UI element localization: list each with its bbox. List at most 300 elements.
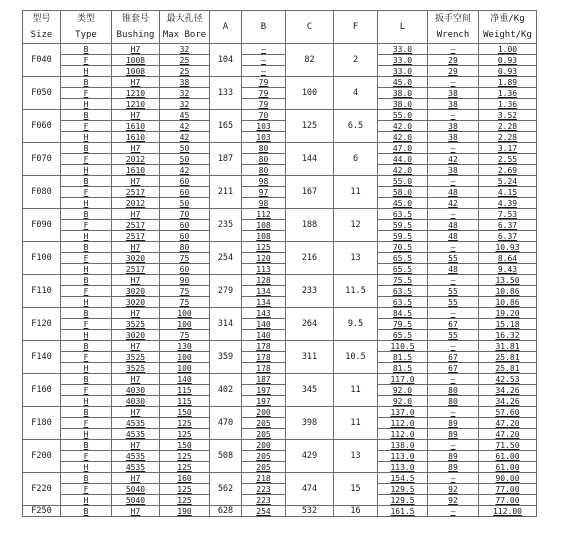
wrench-cell: – [428,440,479,451]
max-bore-cell: 32 [160,99,210,110]
bushing-cell: 4535 [112,429,160,440]
weight-cell: 2.69 [479,165,537,176]
bushing-cell: 4535 [112,462,160,473]
l-cell: 47.0 [378,143,428,154]
max-bore-cell: 75 [160,297,210,308]
a-cell: 402 [210,374,242,407]
a-cell: 235 [210,209,242,242]
max-bore-cell: 100 [160,319,210,330]
l-cell: 129.5 [378,495,428,506]
b-cell: 178 [242,363,286,374]
max-bore-cell: 75 [160,253,210,264]
type-cell: B [61,275,112,286]
l-cell: 45.0 [378,198,428,209]
max-bore-cell: 125 [160,484,210,495]
spec-table-body [23,44,537,517]
type-cell: F [61,385,112,396]
header-weight-cn: 净重/Kg [490,14,525,24]
l-cell: 63.5 [378,209,428,220]
type-cell: F [61,484,112,495]
weight-cell: 6.37 [479,220,537,231]
type-cell: B [61,506,112,517]
weight-cell: 71.50 [479,440,537,451]
wrench-cell: – [428,374,479,385]
table-row [23,187,537,198]
f-cell: 11 [334,374,378,407]
wrench-cell: 38 [428,88,479,99]
b-cell: 205 [242,418,286,429]
l-cell: 113.0 [378,462,428,473]
a-cell: 187 [210,143,242,176]
table-row [23,297,537,308]
bushing-cell: H7 [112,44,160,55]
l-cell: 55.0 [378,110,428,121]
max-bore-cell: 150 [160,407,210,418]
b-cell: 254 [242,506,286,517]
f-cell: 9.5 [334,308,378,341]
max-bore-cell: 45 [160,110,210,121]
max-bore-cell: 115 [160,385,210,396]
bushing-cell: 2517 [112,231,160,242]
header-type [61,11,112,44]
wrench-cell: 89 [428,418,479,429]
wrench-cell: – [428,341,479,352]
header-size-cn: 型号 [32,14,51,24]
weight-cell: 2.28 [479,132,537,143]
type-cell: H [61,231,112,242]
table-row [23,429,537,440]
a-cell: 628 [210,506,242,517]
max-bore-cell: 50 [160,143,210,154]
b-cell: 128 [242,275,286,286]
header-row [23,11,537,44]
weight-cell: 10.93 [479,242,537,253]
wrench-cell: 89 [428,462,479,473]
header-c: C [286,11,334,44]
size-cell: F090 [23,209,61,242]
weight-cell: 1.36 [479,99,537,110]
weight-cell: 4.15 [479,187,537,198]
header-size [23,11,61,44]
type-cell: F [61,55,112,66]
wrench-cell: 55 [428,330,479,341]
b-cell: 197 [242,385,286,396]
f-cell: 10.5 [334,341,378,374]
type-cell: F [61,121,112,132]
b-cell: 197 [242,396,286,407]
wrench-cell: 55 [428,297,479,308]
a-cell: 359 [210,341,242,374]
weight-cell: 16.32 [479,330,537,341]
a-cell: 314 [210,308,242,341]
wrench-cell: – [428,308,479,319]
size-cell: F080 [23,176,61,209]
max-bore-cell: 100 [160,352,210,363]
type-cell: B [61,77,112,88]
table-row [23,374,537,385]
bushing-cell: 1210 [112,88,160,99]
type-cell: B [61,308,112,319]
wrench-cell: 48 [428,264,479,275]
l-cell: 92.0 [378,396,428,407]
type-cell: H [61,165,112,176]
weight-cell: 34.26 [479,396,537,407]
type-cell: H [61,429,112,440]
bushing-cell: 4535 [112,451,160,462]
type-cell: H [61,396,112,407]
bushing-cell: H7 [112,77,160,88]
f-cell: 2 [334,44,378,77]
bushing-cell: 1610 [112,132,160,143]
l-cell: 58.0 [378,187,428,198]
wrench-cell: 92 [428,495,479,506]
type-cell: F [61,352,112,363]
max-bore-cell: 60 [160,176,210,187]
f-cell: 13 [334,242,378,275]
l-cell: 45.0 [378,77,428,88]
c-cell: 311 [286,341,334,374]
bushing-cell: 2517 [112,187,160,198]
table-row [23,264,537,275]
f-cell: 13 [334,440,378,473]
table-row [23,176,537,187]
max-bore-cell: 60 [160,231,210,242]
bushing-cell: 3020 [112,330,160,341]
table-row [23,363,537,374]
bushing-cell: H7 [112,242,160,253]
weight-cell: 10.86 [479,297,537,308]
l-cell: 92.0 [378,385,428,396]
max-bore-cell: 32 [160,88,210,99]
bushing-cell: 5040 [112,495,160,506]
a-cell: 562 [210,473,242,506]
max-bore-cell: 50 [160,154,210,165]
l-cell: 112.0 [378,429,428,440]
wrench-cell: 80 [428,385,479,396]
b-cell: 143 [242,308,286,319]
l-cell: 110.5 [378,341,428,352]
table-row [23,385,537,396]
b-cell: 113 [242,264,286,275]
table-row [23,44,537,55]
c-cell: 216 [286,242,334,275]
weight-cell: 57.60 [479,407,537,418]
l-cell: 63.5 [378,286,428,297]
header-max-bore-en: Max Bore [162,30,207,40]
weight-cell: 2.55 [479,154,537,165]
table-row [23,121,537,132]
wrench-cell: 67 [428,363,479,374]
table-row [23,407,537,418]
bushing-cell: 1610 [112,165,160,176]
wrench-cell: – [428,143,479,154]
type-cell: F [61,88,112,99]
max-bore-cell: 100 [160,308,210,319]
type-cell: H [61,99,112,110]
b-cell: 120 [242,253,286,264]
a-cell: 254 [210,242,242,275]
weight-cell: 25.81 [479,363,537,374]
wrench-cell: 38 [428,165,479,176]
weight-cell: 5.24 [479,176,537,187]
bushing-cell: H7 [112,506,160,517]
c-cell: 82 [286,44,334,77]
weight-cell: 0.93 [479,55,537,66]
bushing-cell: 2517 [112,264,160,275]
wrench-cell: 48 [428,220,479,231]
l-cell: 42.0 [378,165,428,176]
bushing-cell: 2012 [112,154,160,165]
wrench-cell: 80 [428,396,479,407]
c-cell: 233 [286,275,334,308]
max-bore-cell: 125 [160,495,210,506]
c-cell: 144 [286,143,334,176]
weight-cell: 25.81 [479,352,537,363]
b-cell: 97 [242,187,286,198]
bushing-cell: 4030 [112,385,160,396]
b-cell: 80 [242,165,286,176]
l-cell: 70.5 [378,242,428,253]
table-row [23,132,537,143]
type-cell: F [61,154,112,165]
bushing-cell: 2012 [112,198,160,209]
bushing-cell: 3525 [112,319,160,330]
b-cell: 178 [242,341,286,352]
l-cell: 42.0 [378,121,428,132]
wrench-cell: 38 [428,99,479,110]
header-wrench-cn: 扳手空间 [434,14,471,24]
bushing-cell: H7 [112,209,160,220]
size-cell: F060 [23,110,61,143]
l-cell: 33.0 [378,66,428,77]
wrench-cell: – [428,506,479,517]
max-bore-cell: 32 [160,44,210,55]
type-cell: H [61,66,112,77]
b-cell: 80 [242,143,286,154]
max-bore-cell: 100 [160,363,210,374]
max-bore-cell: 190 [160,506,210,517]
b-cell: 103 [242,132,286,143]
f-cell: 6 [334,143,378,176]
wrench-cell: – [428,275,479,286]
c-cell: 532 [286,506,334,517]
wrench-cell: 48 [428,231,479,242]
table-row [23,154,537,165]
size-cell: F220 [23,473,61,506]
bushing-cell: H7 [112,143,160,154]
weight-cell: 31.81 [479,341,537,352]
table-row [23,110,537,121]
b-cell: 200 [242,440,286,451]
max-bore-cell: 70 [160,209,210,220]
a-cell: 211 [210,176,242,209]
weight-cell: 47.20 [479,429,537,440]
l-cell: 84.5 [378,308,428,319]
weight-cell: 90.00 [479,473,537,484]
table-row [23,143,537,154]
bushing-cell: H7 [112,473,160,484]
b-cell: 108 [242,220,286,231]
type-cell: F [61,319,112,330]
bushing-cell: H7 [112,275,160,286]
max-bore-cell: 140 [160,374,210,385]
a-cell: 104 [210,44,242,77]
l-cell: 81.5 [378,363,428,374]
c-cell: 398 [286,407,334,440]
wrench-cell: – [428,77,479,88]
table-row [23,473,537,484]
header-size-en: Size [30,30,53,40]
b-cell: 98 [242,198,286,209]
l-cell: 113.0 [378,451,428,462]
type-cell: B [61,407,112,418]
header-wrench [428,11,479,44]
weight-cell: 19.20 [479,308,537,319]
size-cell: F140 [23,341,61,374]
type-cell: F [61,187,112,198]
weight-cell: 1.36 [479,88,537,99]
f-cell: 11 [334,176,378,209]
table-row [23,231,537,242]
c-cell: 345 [286,374,334,407]
type-cell: B [61,110,112,121]
type-cell: B [61,374,112,385]
weight-cell: 15.18 [479,319,537,330]
size-cell: F250 [23,506,61,517]
b-cell: 140 [242,330,286,341]
table-row [23,418,537,429]
wrench-cell: – [428,242,479,253]
a-cell: 133 [210,77,242,110]
table-row [23,495,537,506]
wrench-cell: – [428,473,479,484]
l-cell: 161.5 [378,506,428,517]
table-row [23,341,537,352]
weight-cell: 61.00 [479,451,537,462]
header-weight-en: Weight/Kg [483,30,532,40]
table-row [23,330,537,341]
l-cell: 138.0 [378,440,428,451]
size-cell: F120 [23,308,61,341]
header-max-bore-cn: 最大孔径 [166,14,203,24]
max-bore-cell: 60 [160,264,210,275]
c-cell: 125 [286,110,334,143]
weight-cell: 61.00 [479,462,537,473]
max-bore-cell: 42 [160,165,210,176]
table-row [23,209,537,220]
b-cell: 79 [242,99,286,110]
max-bore-cell: 25 [160,55,210,66]
size-cell: F110 [23,275,61,308]
bushing-cell: H7 [112,440,160,451]
a-cell: 508 [210,440,242,473]
f-cell: 4 [334,77,378,110]
weight-cell: 10.86 [479,286,537,297]
bushing-cell: 1610 [112,121,160,132]
wrench-cell: 55 [428,286,479,297]
wrench-cell: – [428,407,479,418]
table-row [23,99,537,110]
b-cell: 112 [242,209,286,220]
b-cell: 79 [242,88,286,99]
l-cell: 129.5 [378,484,428,495]
b-cell: 70 [242,110,286,121]
size-cell: F160 [23,374,61,407]
b-cell: 140 [242,319,286,330]
b-cell: 80 [242,154,286,165]
type-cell: F [61,253,112,264]
header-type-cn: 类型 [76,14,95,24]
header-wrench-en: Wrench [436,30,470,40]
l-cell: 65.5 [378,264,428,275]
b-cell: 218 [242,473,286,484]
type-cell: H [61,132,112,143]
size-cell: F040 [23,44,61,77]
type-cell: F [61,220,112,231]
weight-cell: 9.43 [479,264,537,275]
weight-cell: 77.00 [479,484,537,495]
type-cell: H [61,363,112,374]
max-bore-cell: 60 [160,220,210,231]
f-cell: 11.5 [334,275,378,308]
l-cell: 33.0 [378,44,428,55]
f-cell: 6.5 [334,110,378,143]
wrench-cell: 67 [428,352,479,363]
a-cell: 470 [210,407,242,440]
b-cell: – [242,44,286,55]
max-bore-cell: 75 [160,286,210,297]
table-row [23,396,537,407]
b-cell: 223 [242,484,286,495]
wrench-cell: 89 [428,451,479,462]
max-bore-cell: 25 [160,66,210,77]
type-cell: F [61,418,112,429]
table-row [23,165,537,176]
wrench-cell: 89 [428,429,479,440]
bushing-cell: 3020 [112,253,160,264]
l-cell: 33.0 [378,55,428,66]
size-cell: F100 [23,242,61,275]
f-cell: 12 [334,209,378,242]
bushing-cell: H7 [112,341,160,352]
weight-cell: 4.39 [479,198,537,209]
c-cell: 100 [286,77,334,110]
table-row [23,88,537,99]
wrench-cell: 38 [428,121,479,132]
type-cell: B [61,143,112,154]
header-b: B [242,11,286,44]
max-bore-cell: 160 [160,473,210,484]
max-bore-cell: 42 [160,132,210,143]
table-row [23,66,537,77]
table-row [23,286,537,297]
size-cell: F180 [23,407,61,440]
type-cell: H [61,264,112,275]
bushing-cell: 2517 [112,220,160,231]
l-cell: 38.0 [378,99,428,110]
type-cell: H [61,198,112,209]
bushing-cell: H7 [112,407,160,418]
max-bore-cell: 125 [160,429,210,440]
max-bore-cell: 80 [160,242,210,253]
b-cell: 205 [242,451,286,462]
weight-cell: 1.00 [479,44,537,55]
type-cell: B [61,473,112,484]
b-cell: – [242,66,286,77]
l-cell: 79.5 [378,319,428,330]
table-row [23,462,537,473]
wrench-cell: 55 [428,253,479,264]
